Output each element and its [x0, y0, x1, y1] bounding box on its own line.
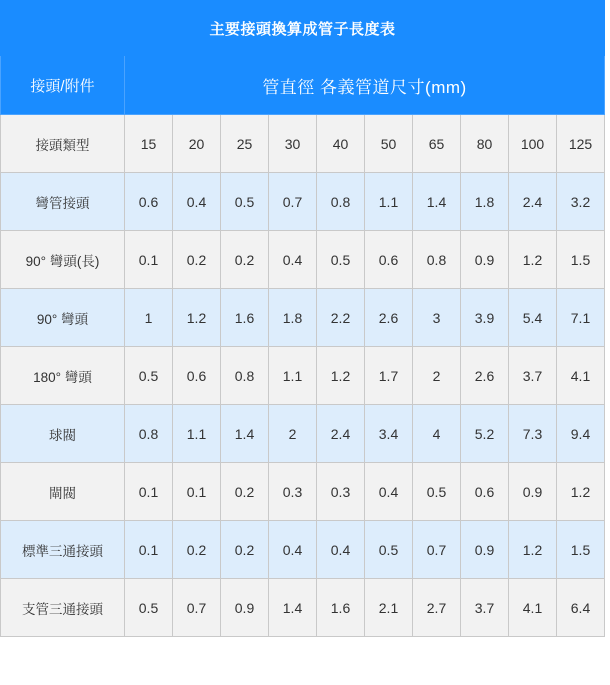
- table-cell: 1.4: [413, 173, 461, 231]
- row-label: 180° 彎頭: [1, 347, 125, 405]
- column-header-size: 20: [173, 115, 221, 173]
- table-cell: 1.6: [317, 579, 365, 637]
- table-cell: 0.8: [317, 173, 365, 231]
- table-cell: 6.4: [557, 579, 605, 637]
- table-cell: 1.2: [509, 521, 557, 579]
- table-cell: 0.6: [173, 347, 221, 405]
- table-title-row: [1, 1, 605, 56]
- table-cell: 3.7: [461, 579, 509, 637]
- table-cell: 7.3: [509, 405, 557, 463]
- subheader-diameter-label: 管直徑 各義管道尺寸(mm): [125, 56, 605, 115]
- table-cell: 4.1: [509, 579, 557, 637]
- table-cell: 1.7: [365, 347, 413, 405]
- table-cell: 2.6: [461, 347, 509, 405]
- table-cell: 1.5: [557, 231, 605, 289]
- table-cell: 2: [269, 405, 317, 463]
- table-cell: 1.2: [317, 347, 365, 405]
- table-cell: 1.8: [269, 289, 317, 347]
- table-row: [1, 405, 605, 463]
- table-cell: 0.3: [317, 463, 365, 521]
- table-cell: 1.2: [509, 231, 557, 289]
- table-cell: 2.1: [365, 579, 413, 637]
- table-cell: 1.4: [221, 405, 269, 463]
- table-cell: 5.2: [461, 405, 509, 463]
- table-cell: 9.4: [557, 405, 605, 463]
- table-cell: 0.6: [125, 173, 173, 231]
- table-cell: 0.5: [413, 463, 461, 521]
- column-header-fitting-type: 接頭類型: [1, 115, 125, 173]
- table-cell: 0.7: [413, 521, 461, 579]
- table-cell: 3.4: [365, 405, 413, 463]
- column-header-size: 15: [125, 115, 173, 173]
- table-cell: 0.8: [125, 405, 173, 463]
- table-cell: 2: [413, 347, 461, 405]
- table-cell: 2.4: [317, 405, 365, 463]
- subheader-fitting-label: 接頭/附件: [1, 56, 125, 115]
- column-header-size: 100: [509, 115, 557, 173]
- column-header-size: 25: [221, 115, 269, 173]
- table-cell: 0.2: [173, 231, 221, 289]
- table-cell: 0.2: [173, 521, 221, 579]
- table-cell: 0.8: [221, 347, 269, 405]
- column-header-size: 50: [365, 115, 413, 173]
- table-cell: 1.8: [461, 173, 509, 231]
- table-cell: 0.1: [125, 463, 173, 521]
- table-cell: 1.2: [557, 463, 605, 521]
- table-cell: 0.1: [125, 231, 173, 289]
- table-row: [1, 463, 605, 521]
- row-label: 90° 彎頭: [1, 289, 125, 347]
- table-title: 主要接頭換算成管子長度表: [1, 1, 605, 56]
- row-label: 彎管接頭: [1, 173, 125, 231]
- row-label: 支管三通接頭: [1, 579, 125, 637]
- table-cell: 0.5: [125, 347, 173, 405]
- table-cell: 0.9: [509, 463, 557, 521]
- table-row: [1, 347, 605, 405]
- table-cell: 1.4: [269, 579, 317, 637]
- column-header-size: 65: [413, 115, 461, 173]
- table-row: [1, 289, 605, 347]
- column-header-size: 80: [461, 115, 509, 173]
- table-cell: 1.1: [365, 173, 413, 231]
- table-cell: 2.6: [365, 289, 413, 347]
- table-cell: 1: [125, 289, 173, 347]
- row-label: 90° 彎頭(長): [1, 231, 125, 289]
- table-cell: 0.4: [269, 521, 317, 579]
- row-label: 閘閥: [1, 463, 125, 521]
- table-cell: 4: [413, 405, 461, 463]
- row-label: 球閥: [1, 405, 125, 463]
- table-cell: 0.9: [221, 579, 269, 637]
- table-cell: 0.3: [269, 463, 317, 521]
- table-row: [1, 173, 605, 231]
- table-row: [1, 231, 605, 289]
- table-cell: 1.1: [173, 405, 221, 463]
- table-cell: 0.1: [125, 521, 173, 579]
- table-cell: 0.7: [269, 173, 317, 231]
- table-cell: 0.4: [173, 173, 221, 231]
- table-cell: 1.5: [557, 521, 605, 579]
- table-cell: 0.9: [461, 231, 509, 289]
- table-cell: 5.4: [509, 289, 557, 347]
- table-cell: 0.2: [221, 463, 269, 521]
- table-row: [1, 521, 605, 579]
- table-cell: 3: [413, 289, 461, 347]
- column-header-size: 40: [317, 115, 365, 173]
- table-cell: 3.2: [557, 173, 605, 231]
- table-cell: 0.8: [413, 231, 461, 289]
- table-cell: 1.1: [269, 347, 317, 405]
- table-cell: 0.4: [365, 463, 413, 521]
- table-cell: 7.1: [557, 289, 605, 347]
- table-cell: 0.2: [221, 521, 269, 579]
- table-cell: 0.9: [461, 521, 509, 579]
- table-cell: 2.7: [413, 579, 461, 637]
- column-header-size: 30: [269, 115, 317, 173]
- table-column-header-row: [1, 115, 605, 173]
- table-cell: 0.4: [269, 231, 317, 289]
- table-cell: 3.7: [509, 347, 557, 405]
- table-cell: 0.5: [221, 173, 269, 231]
- table-cell: 0.7: [173, 579, 221, 637]
- table-cell: 3.9: [461, 289, 509, 347]
- table-cell: 0.6: [461, 463, 509, 521]
- table-cell: 1.2: [173, 289, 221, 347]
- table-cell: 0.6: [365, 231, 413, 289]
- table-cell: 0.5: [317, 231, 365, 289]
- column-header-size: 125: [557, 115, 605, 173]
- table-cell: 1.6: [221, 289, 269, 347]
- table-cell: 2.4: [509, 173, 557, 231]
- table-row: [1, 579, 605, 637]
- table-subheader-row: [1, 56, 605, 115]
- table-cell: 4.1: [557, 347, 605, 405]
- row-label: 標準三通接頭: [1, 521, 125, 579]
- table-cell: 0.4: [317, 521, 365, 579]
- table-cell: 0.1: [173, 463, 221, 521]
- table-cell: 0.2: [221, 231, 269, 289]
- table-cell: 2.2: [317, 289, 365, 347]
- table-cell: 0.5: [125, 579, 173, 637]
- table-cell: 0.5: [365, 521, 413, 579]
